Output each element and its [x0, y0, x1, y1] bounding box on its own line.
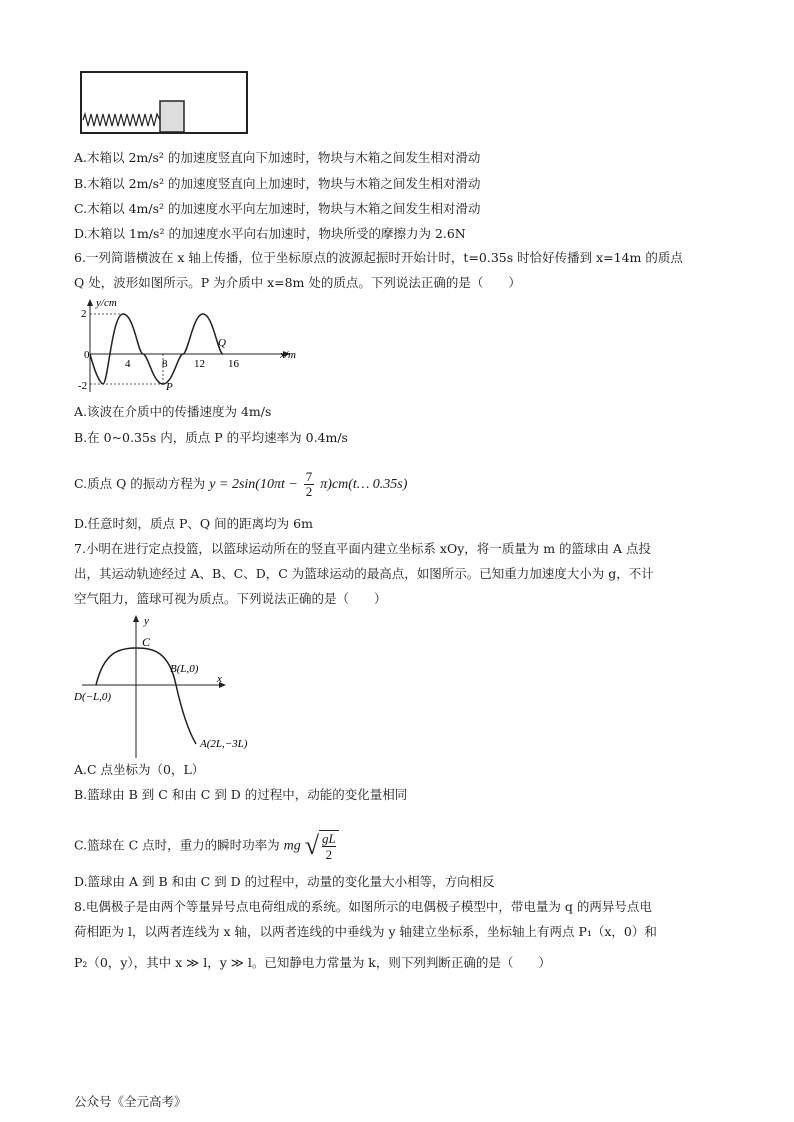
- wave-xtick-12: 12: [194, 358, 205, 370]
- q6-option-c-eq-left: y = 2sin(10πt −: [209, 477, 298, 492]
- q6-option-d: D.任意时刻，质点 P、Q 间的距离均为 6m: [74, 516, 313, 531]
- wave-xtick-16: 16: [228, 358, 239, 370]
- q7-option-c-prefix: C.篮球在 C 点时，重力的瞬时功率为: [74, 837, 280, 853]
- q6-option-c-eq-right: π)cm(t… 0.35s): [320, 477, 408, 492]
- q5-option-c: C.木箱以 4m/s² 的加速度水平向左加速时，物块与木箱之间发生相对滑动: [74, 201, 481, 216]
- q6-stem-line2: Q 处，波形如图所示。P 为介质中 x=8m 处的质点。下列说法正确的是（ ）: [74, 275, 521, 290]
- box-spring-figure: [80, 70, 250, 136]
- wave-ytick-neg2: -2: [78, 380, 88, 392]
- q5-option-b: B.木箱以 2m/s² 的加速度竖直向上加速时，物块与木箱之间发生相对滑动: [74, 176, 481, 191]
- wave-y-label: y/cm: [96, 297, 117, 309]
- q7-option-a: A.C 点坐标为（0，L）: [74, 762, 205, 777]
- q5-option-a: A.木箱以 2m/s² 的加速度竖直向下加速时，物块与木箱之间发生相对滑动: [74, 150, 481, 165]
- q7-option-c-den: 2: [325, 847, 333, 862]
- wave-xtick-4: 4: [125, 358, 131, 370]
- wave-xtick-8: 8: [162, 358, 168, 370]
- traj-label-c: C: [142, 635, 151, 649]
- q6-stem-line1: 6.一列简谐横波在 x 轴上传播，位于坐标原点的波源起振时开始计时，t=0.35s 时恰好传播到 x=14m 的质点: [74, 250, 683, 265]
- traj-y-label: y: [144, 615, 149, 627]
- traj-label-b: B(L,0): [170, 663, 199, 675]
- wave-point-q: Q: [218, 337, 226, 349]
- q6-option-c-prefix: C.质点 Q 的振动方程为: [74, 476, 206, 491]
- q7-option-c: C.篮球在 C 点时，重力的瞬时功率为 mg √ $\frac{gL}{2}$: [74, 830, 339, 862]
- q5-option-d: D.木箱以 1m/s² 的加速度水平向右加速时，物块所受的摩擦力为 2.6N: [74, 226, 466, 241]
- wave-ytick-2: 2: [81, 308, 87, 320]
- wave-figure: [78, 296, 308, 396]
- q7-stem-line1: 7.小明在进行定点投篮，以篮球运动所在的竖直平面内建立坐标系 xOy，将一质量为 m 的篮球由 A 点投: [74, 541, 652, 556]
- q7-option-c-mg: mg: [283, 838, 301, 854]
- footer-text: 公众号《全元高考》: [74, 1094, 187, 1109]
- traj-label-a: A(2L,−3L): [200, 738, 248, 750]
- wave-x-label: x/m: [280, 349, 296, 361]
- traj-x-label: x: [217, 673, 222, 685]
- q8-stem-line2: 荷相距为 l，以两者连线为 x 轴，以两者连线的中垂线为 y 轴建立坐标系，坐标轴上有两点 P₁（x，0）和: [74, 924, 657, 939]
- q7-option-b: B.篮球由 B 到 C 和由 C 到 D 的过程中，动能的变化量相同: [74, 787, 408, 802]
- q6-option-c-frac-num: 7: [305, 469, 313, 484]
- q7-stem-line3: 空气阻力，篮球可视为质点。下列说法正确的是（ ）: [74, 591, 387, 606]
- q8-stem-line3: P₂（0，y），其中 x ≫ l，y ≫ l。已知静电力常量为 k，则下列判断正确的是（ ）: [74, 955, 551, 970]
- q7-option-d: D.篮球由 A 到 B 和由 C 到 D 的过程中，动量的变化量大小相等，方向相反: [74, 874, 495, 889]
- wave-origin: 0: [84, 349, 90, 361]
- q6-option-b: B.在 0~0.35s 内，质点 P 的平均速率为 0.4m/s: [74, 430, 348, 445]
- q6-option-c-frac-den: 2: [305, 484, 313, 499]
- q7-option-c-num: gL: [321, 831, 336, 846]
- traj-label-d: D(−L,0): [74, 691, 112, 703]
- trajectory-figure: [74, 612, 274, 760]
- q8-stem-line1: 8.电偶极子是由两个等量异号点电荷组成的系统。如图所示的电偶极子模型中，带电量为 q 的两异号点电: [74, 899, 652, 914]
- q7-stem-line2: 出，其运动轨迹经过 A、B、C、D，C 为篮球运动的最高点，如图所示。已知重力加速度大小为 g，不计: [74, 566, 654, 581]
- q6-option-c: [74, 470, 407, 499]
- wave-point-p: P: [166, 381, 173, 393]
- q6-option-a: A.该波在介质中的传播速度为 4m/s: [74, 404, 272, 419]
